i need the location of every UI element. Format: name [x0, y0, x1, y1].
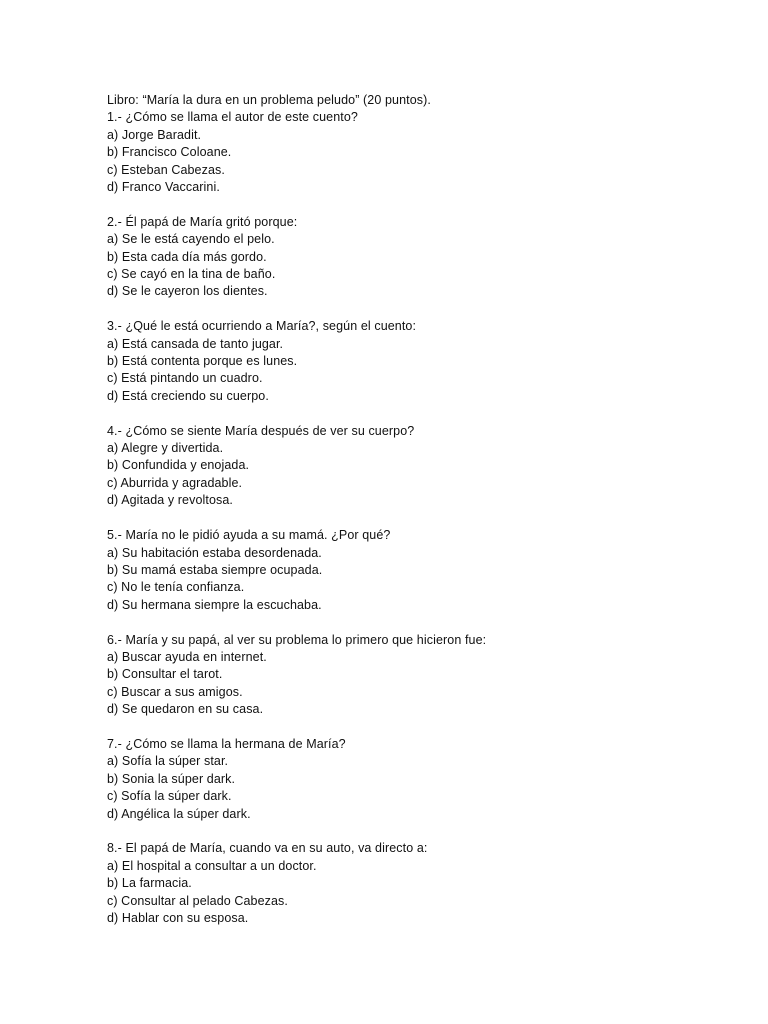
question-1: [107, 109, 727, 196]
answer-option: b) Su mamá estaba siempre ocupada.: [107, 562, 323, 577]
question-6: [107, 632, 727, 719]
answer-option: a) Buscar ayuda en internet.: [107, 649, 267, 664]
question-text: 4.- ¿Cómo se siente María después de ver su cuerpo?: [107, 423, 415, 438]
answer-option: b) La farmacia.: [107, 876, 192, 891]
answer-option: d) Angélica la súper dark.: [107, 806, 251, 821]
question-5: [107, 527, 727, 614]
question-8: [107, 840, 727, 927]
answer-option: a) Se le está cayendo el pelo.: [107, 232, 275, 247]
answer-option: a) El hospital a consultar a un doctor.: [107, 858, 317, 873]
document-title: Libro: “María la dura en un problema peludo” (20 puntos).: [107, 93, 431, 107]
answer-option: d) Está creciendo su cuerpo.: [107, 388, 269, 403]
question-text: 5.- María no le pidió ayuda a su mamá. ¿Por qué?: [107, 528, 391, 543]
answer-option: a) Jorge Baradit.: [107, 127, 202, 142]
answer-option: d) Su hermana siempre la escuchaba.: [107, 597, 322, 612]
answer-option: b) Sonia la súper dark.: [107, 771, 236, 786]
answer-option: a) Alegre y divertida.: [107, 441, 224, 456]
answer-option: c) Está pintando un cuadro.: [107, 371, 263, 386]
question-7: [107, 736, 727, 823]
answer-option: b) Esta cada día más gordo.: [107, 249, 267, 264]
question-4: [107, 423, 727, 510]
question-text: 6.- María y su papá, al ver su problema lo primero que hicieron fue:: [107, 632, 487, 647]
answer-option: d) Se le cayeron los dientes.: [107, 284, 268, 299]
answer-option: a) Está cansada de tanto jugar.: [107, 336, 284, 351]
question-text: 2.- Él papá de María gritó porque:: [107, 214, 298, 229]
answer-option: a) Sofía la súper star.: [107, 754, 229, 769]
answer-option: d) Agitada y revoltosa.: [107, 493, 233, 508]
answer-option: b) Consultar el tarot.: [107, 667, 223, 682]
answer-option: d) Se quedaron en su casa.: [107, 702, 264, 717]
answer-option: c) Aburrida y agradable.: [107, 475, 243, 490]
answer-option: c) Consultar al pelado Cabezas.: [107, 893, 288, 908]
answer-option: a) Su habitación estaba desordenada.: [107, 545, 322, 560]
answer-option: c) Buscar a sus amigos.: [107, 684, 243, 699]
answer-option: b) Francisco Coloane.: [107, 145, 232, 160]
answer-option: c) Se cayó en la tina de baño.: [107, 267, 276, 282]
quiz-content: [107, 92, 727, 927]
answer-option: c) Esteban Cabezas.: [107, 162, 225, 177]
answer-option: c) Sofía la súper dark.: [107, 789, 232, 804]
question-2: [107, 214, 727, 301]
question-3: [107, 318, 727, 405]
question-text: 8.- El papá de María, cuando va en su auto, va directo a:: [107, 841, 428, 856]
answer-option: d) Hablar con su esposa.: [107, 910, 249, 925]
answer-option: b) Está contenta porque es lunes.: [107, 354, 298, 369]
question-text: 1.- ¿Cómo se llama el autor de este cuento?: [107, 110, 358, 125]
question-text: 7.- ¿Cómo se llama la hermana de María?: [107, 736, 346, 751]
answer-option: d) Franco Vaccarini.: [107, 180, 220, 195]
answer-option: c) No le tenía confianza.: [107, 580, 245, 595]
question-text: 3.- ¿Qué le está ocurriendo a María?, según el cuento:: [107, 319, 417, 334]
answer-option: b) Confundida y enojada.: [107, 458, 250, 473]
